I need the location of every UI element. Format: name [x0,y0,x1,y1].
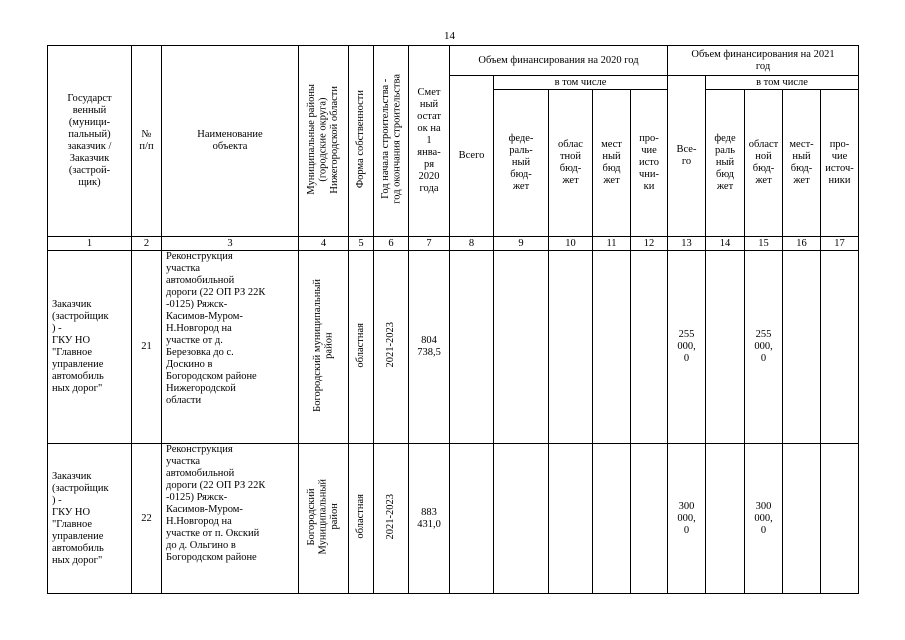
header-ownership [349,46,374,237]
col-number: 13 [668,237,706,251]
row-district [299,444,349,594]
col-number: 2 [132,237,162,251]
row-ownership-text: областная [355,322,367,368]
row-local-2020 [593,251,631,444]
row-federal-2020 [494,251,549,444]
col-number: 8 [450,237,494,251]
col-number: 17 [821,237,859,251]
row-regional-2021: 255 000, 0 [745,251,783,444]
row-regional-2021: 300 000, 0 [745,444,783,594]
header-including-2020: в том числе [494,76,668,90]
row-customer: Заказчик (застройщик ) - ГКУ НО "Главное управление автомобиль ных дорог" [48,251,132,444]
row-local-2020 [593,444,631,594]
header-number: № п/п [132,46,162,237]
row-number: 22 [132,444,162,594]
header-districts [299,46,349,237]
row-years [374,251,409,444]
header-including-2021: в том числе [706,76,859,90]
header-ownership-text: Форма собственности [355,89,367,189]
col-number: 11 [593,237,631,251]
row-years [374,444,409,594]
header-regional-2021: област ной бюд- жет [745,90,783,237]
row-local-2021 [783,251,821,444]
header-object-name: Наименование объекта [162,46,299,237]
row-federal-2020 [494,444,549,594]
financing-table [47,45,859,594]
page-number: 14 [444,30,455,42]
row-years-text: 2021-2023 [385,493,397,540]
row-other-2021 [821,251,859,444]
col-number: 9 [494,237,549,251]
col-number: 16 [783,237,821,251]
row-other-2021 [821,444,859,594]
row-years-text: 2021-2023 [385,322,397,368]
header-other-2020: про- чие исто чни- ки [631,90,668,237]
row-district [299,251,349,444]
col-number: 1 [48,237,132,251]
row-ownership-text: областная [355,494,367,539]
row-district-text: Богородский муниципальный район [312,278,335,412]
header-districts-text: Муниципальные районы (городские округа) Нижегородской области [306,83,341,195]
header-years [374,46,409,237]
row-estimate: 883 431,0 [409,444,450,594]
row-object-name: Реконструкция участка автомобильной дороги (22 ОП РЗ 22К -0125) Ряжск- Касимов-Муром- Н.Новгород на участке от п. Окский до д. Ольгино в Богородском районе [162,444,299,594]
row-ownership [349,444,374,594]
row-local-2021 [783,444,821,594]
row-number: 21 [132,251,162,444]
row-estimate: 804 738,5 [409,251,450,444]
col-number: 15 [745,237,783,251]
row-other-2020 [631,251,668,444]
row-total-2021: 255 000, 0 [668,251,706,444]
col-number: 5 [349,237,374,251]
header-federal-2020: феде- раль- ный бюд- жет [494,90,549,237]
col-number: 12 [631,237,668,251]
header-local-2020: мест ный бюд жет [593,90,631,237]
col-number: 14 [706,237,745,251]
table-row [48,251,859,444]
header-regional-2020: облас тной бюд- жет [549,90,593,237]
row-total-2021: 300 000, 0 [668,444,706,594]
header-estimate: Смет ный остат ок на 1 янва- ря 2020 года [409,46,450,237]
row-ownership [349,251,374,444]
row-total-2020 [450,444,494,594]
row-regional-2020 [549,251,593,444]
header-financing-2021: Объем финансирования на 2021 год [668,46,859,76]
header-other-2021: про- чие источ- ники [821,90,859,237]
col-number: 10 [549,237,593,251]
row-object-name: Реконструкция участка автомобильной дороги (22 ОП РЗ 22К -0125) Ряжск- Касимов-Муром- Н.Новгород на участке от д. Березовка до с. Доскино в Богородском районе Нижегородской области [162,251,299,444]
col-number: 6 [374,237,409,251]
row-total-2020 [450,251,494,444]
header-local-2021: мест- ный бюд- жет [783,90,821,237]
header-years-text: Год начала строительства - год окончания строительства [379,74,402,204]
header-financing-2020: Объем финансирования на 2020 год [450,46,668,76]
col-number: 4 [299,237,349,251]
row-federal-2021 [706,251,745,444]
header-customer: Государст венный (муници- пальный) заказчик / Заказчик (застрой- щик) [48,46,132,237]
col-number: 7 [409,237,450,251]
row-district-text: Богородский Муниципальный район [306,478,341,555]
row-regional-2020 [549,444,593,594]
header-total-2020: Всего [450,76,494,237]
header-federal-2021: феде раль ный бюд жет [706,90,745,237]
row-other-2020 [631,444,668,594]
table-row [48,444,859,594]
row-federal-2021 [706,444,745,594]
row-customer: Заказчик (застройщик ) - ГКУ НО "Главное управление автомобиль ных дорог" [48,444,132,594]
header-total-2021: Все- го [668,76,706,237]
col-number: 3 [162,237,299,251]
